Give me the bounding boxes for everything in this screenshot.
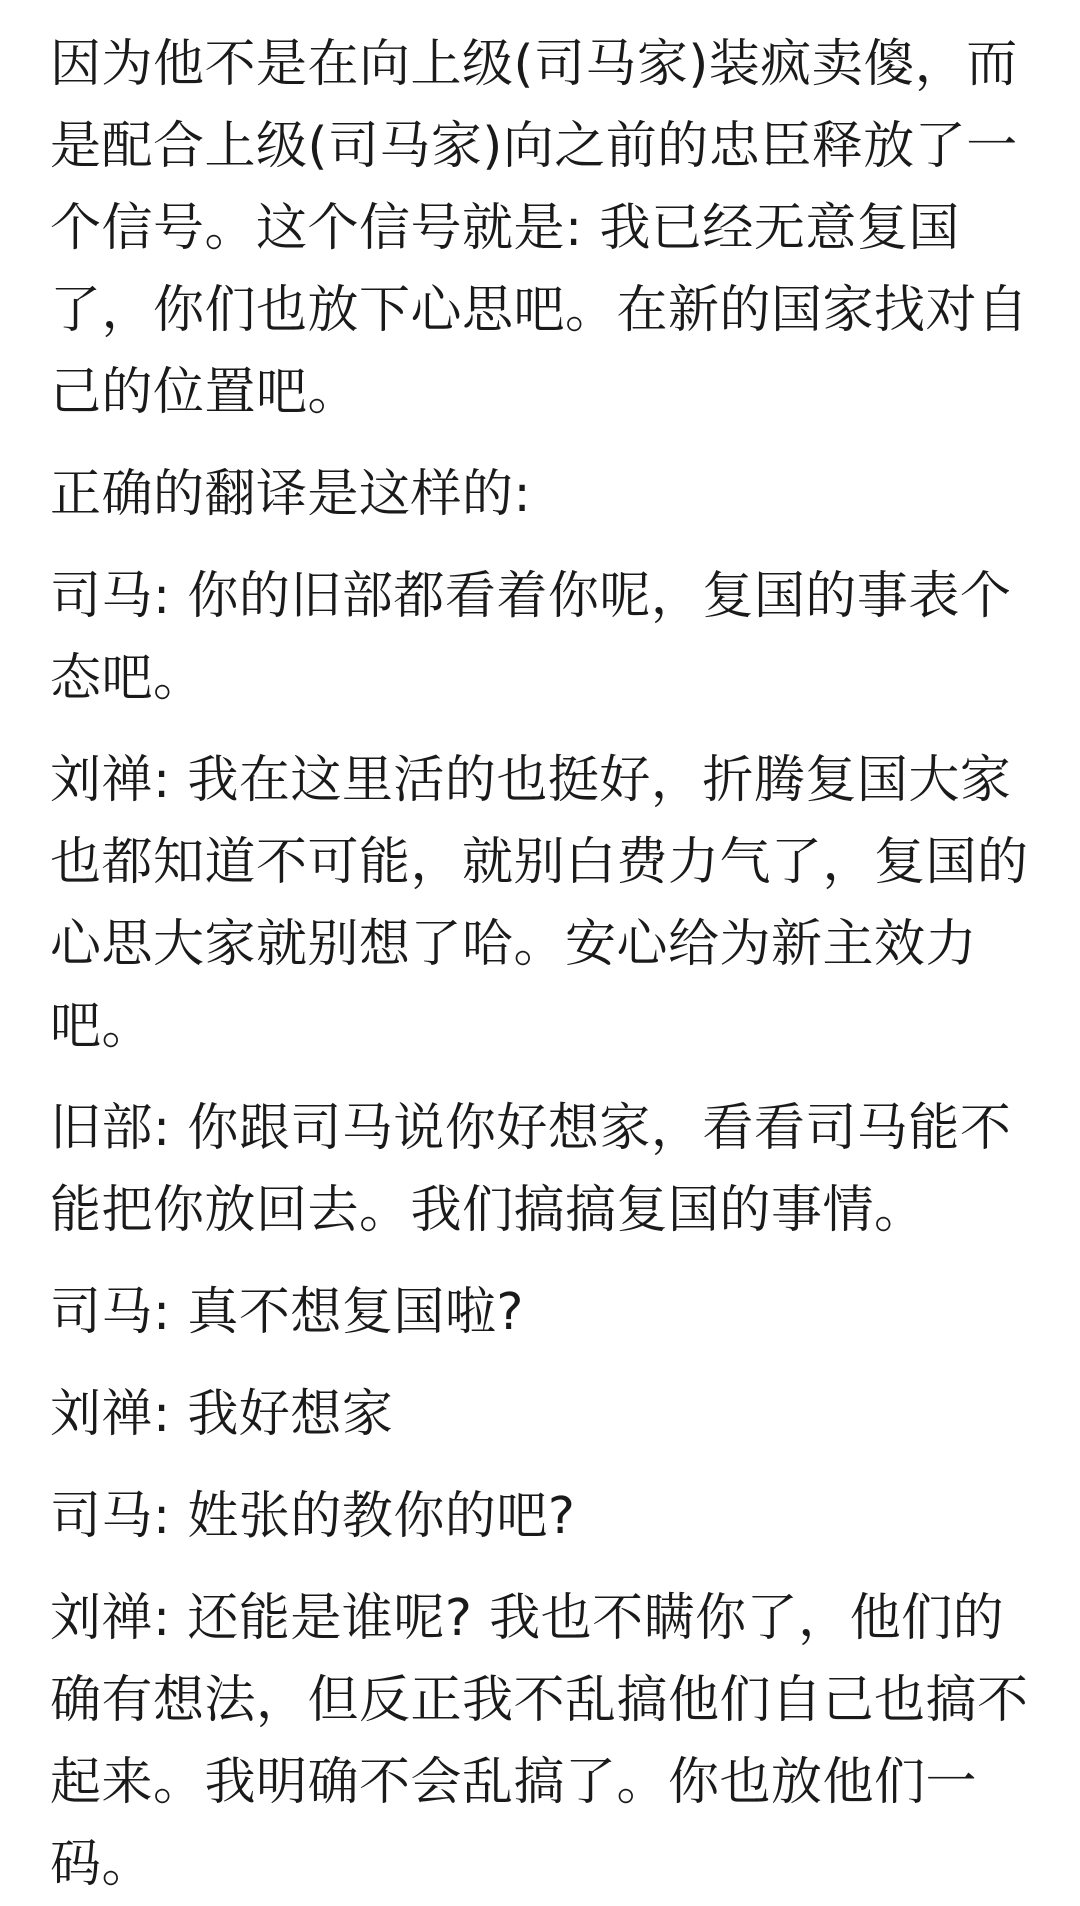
article-body	[50, 24, 1042, 1906]
dialogue-line-sima-2: 司马: 真不想复国啦?	[50, 1283, 524, 1342]
paragraph-intro: 因为他不是在向上级(司马家)装疯卖傻，而是配合上级(司马家)向之前的忠臣释放了一个信号。这个信号就是: 我已经无意复国了，你们也放下心思吧。在新的国家找对自己的位置吧。	[50, 35, 1029, 422]
dialogue-line-sima-3: 司马: 姓张的教你的吧?	[50, 1487, 576, 1546]
dialogue-line-liushan-2: 刘禅: 我好想家	[50, 1385, 394, 1444]
dialogue-line-liushan-3: 刘禅: 还能是谁呢? 我也不瞒你了，他们的确有想法，但反正我不乱搞他们自己也搞不起来。我明确不会乱搞了。你也放他们一码。	[50, 1589, 1029, 1894]
dialogue-line-sima-1: 司马: 你的旧部都看着你呢，复国的事表个态吧。	[50, 567, 1012, 708]
paragraph-translation-heading: 正确的翻译是这样的:	[50, 465, 532, 524]
dialogue-line-jiubu: 旧部: 你跟司马说你好想家，看看司马能不能把你放回去。我们搞搞复国的事情。	[50, 1099, 1012, 1240]
dialogue-line-liushan-1: 刘禅: 我在这里活的也挺好，折腾复国大家也都知道不可能，就别白费力气了，复国的心思大家就别想了哈。安心给为新主效力吧。	[50, 751, 1029, 1056]
